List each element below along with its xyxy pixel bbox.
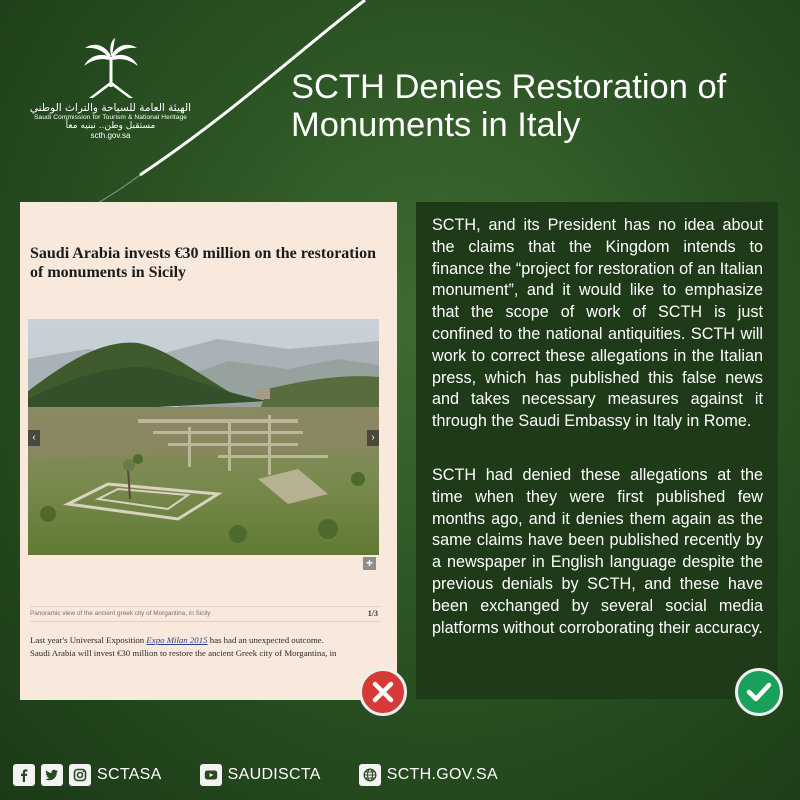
article-title: Saudi Arabia invests €30 million on the restoration of monuments in Sicily xyxy=(30,245,376,281)
youtube-icon[interactable] xyxy=(200,764,222,786)
social-handle[interactable]: SCTASA xyxy=(97,766,162,783)
twitter-icon[interactable] xyxy=(41,764,63,786)
facebook-icon[interactable] xyxy=(13,764,35,786)
article-photo xyxy=(28,319,379,555)
globe-icon[interactable] xyxy=(359,764,381,786)
prev-slide-button[interactable]: ‹ xyxy=(28,430,40,446)
checkmark-icon xyxy=(738,671,780,713)
youtube-handle[interactable]: SAUDISCTA xyxy=(227,766,321,783)
logo-english-name: Saudi Commission for Tourism & National Heritage xyxy=(33,114,188,121)
caption-row xyxy=(30,606,380,622)
palm-tree-icon xyxy=(79,38,143,100)
next-slide-button[interactable]: › xyxy=(367,430,379,446)
cross-icon xyxy=(362,671,404,713)
photo-caption: Panoramic view of the ancient greek city of Morgantina, in Sicily xyxy=(30,610,211,617)
footer xyxy=(13,762,498,788)
article-body-line2: Saudi Arabia will invest €30 million to restore the ancient Greek city of Morgantina, in xyxy=(30,648,337,658)
expo-link[interactable]: Expo Milan 2015 xyxy=(146,635,208,645)
page-title: SCTH Denies Restoration of Monuments in Italy xyxy=(291,68,727,144)
expand-button[interactable]: + xyxy=(363,557,376,570)
slide-counter: 1/3 xyxy=(367,609,378,618)
article-body-pre: Last year's Universal Exposition xyxy=(30,635,147,645)
article-body-post: has had an unexpected outcome. xyxy=(207,635,324,645)
logo-arabic-tagline: مستقبل وطن.. نبنيه معاً xyxy=(65,121,156,131)
false-badge xyxy=(359,668,407,716)
scth-logo xyxy=(18,38,203,158)
logo-website: scth.gov.sa xyxy=(90,131,131,140)
statement-paragraph-2: SCTH had denied these allegations at the time when they were first published few months ago, and it denies them again as the same claims have been published recently by a newspaper in English language despite the previous denials by SCTH, and these have been exchanged by several social media platforms without corroborating their accuracy. xyxy=(432,466,763,637)
true-badge xyxy=(735,668,783,716)
footer-website[interactable]: SCTH.GOV.SA xyxy=(386,766,498,783)
statement-panel xyxy=(416,202,778,699)
article-screenshot xyxy=(20,202,397,700)
logo-arabic-name: الهيئة العامة للسياحة والتراث الوطني xyxy=(29,102,192,114)
article-body xyxy=(30,634,390,660)
instagram-icon[interactable] xyxy=(69,764,91,786)
statement-paragraph-1: SCTH, and its President has no idea about the claims that the Kingdom intends to finance the “project for restoration of an Italian monument”, and it would like to emphasize that the scope of work of SCTH is just confined to the national antiquities. SCTH will work to correct these allegations in the Italian press, which has published this false news and takes necessary measures against it through the Saudi Embassy in Italy in Rome. xyxy=(432,216,763,431)
